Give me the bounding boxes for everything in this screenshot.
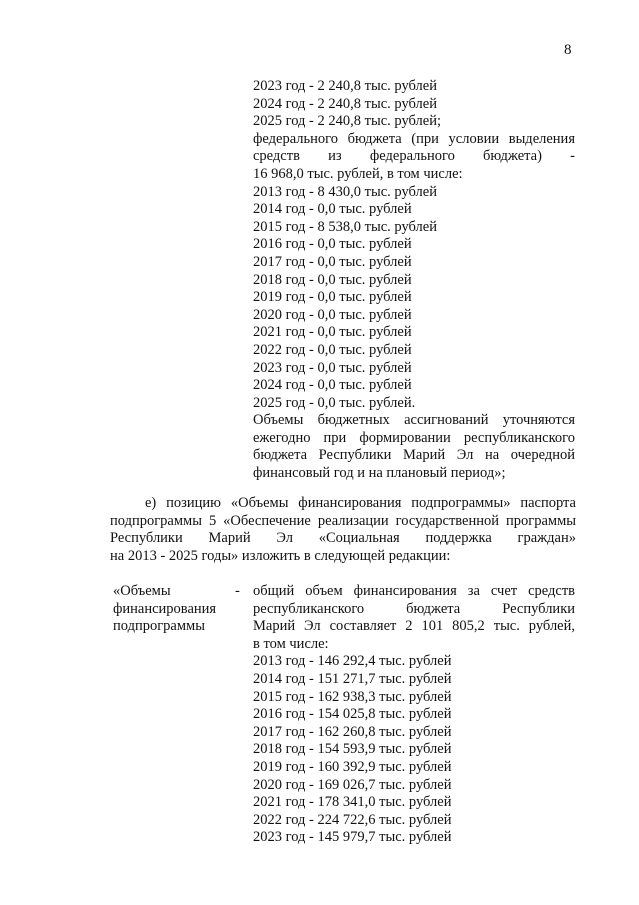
amendment-paragraph bbox=[110, 495, 576, 565]
year-line: 2023 год - 145 979,7 тыс. рублей bbox=[253, 829, 452, 846]
federal-year-line: 2025 год - 0,0 тыс. рублей. bbox=[253, 394, 416, 411]
federal-total-line: 16 968,0 тыс. рублей, в том числе: bbox=[253, 165, 463, 182]
paragraph-line: Республики Марий Эл «Социальная поддержка граждан» bbox=[110, 530, 576, 547]
page-number: 8 bbox=[564, 42, 572, 58]
note-line: Объемы бюджетных ассигнований уточняются bbox=[253, 412, 575, 429]
paragraph-line: е) позицию «Объемы финансирования подпрограммы» паспорта bbox=[145, 495, 576, 511]
year-line: 2013 год - 146 292,4 тыс. рублей bbox=[253, 653, 452, 670]
table-right-line: в том числе: bbox=[253, 635, 329, 652]
year-line: 2018 год - 154 593,9 тыс. рублей bbox=[253, 741, 452, 758]
year-line: 2014 год - 151 271,7 тыс. рублей bbox=[253, 670, 452, 687]
table-left-cell bbox=[113, 583, 238, 636]
top-funding-block bbox=[253, 78, 575, 483]
year-line: 2022 год - 224 722,6 тыс. рублей bbox=[253, 811, 452, 828]
year-line: 2017 год - 162 260,8 тыс. рублей bbox=[253, 723, 452, 740]
federal-text-line: федерального бюджета (при условии выделения bbox=[253, 130, 575, 147]
federal-year-line: 2023 год - 0,0 тыс. рублей bbox=[253, 359, 412, 376]
year-line: 2019 год - 160 392,9 тыс. рублей bbox=[253, 758, 452, 775]
table-right-line: общий объем финансирования за счет средств bbox=[253, 583, 575, 599]
federal-year-line: 2024 год - 0,0 тыс. рублей bbox=[253, 377, 412, 394]
table-right-line: республиканского бюджета Республики bbox=[253, 600, 575, 617]
note-line: ежегодно при формировании республиканского bbox=[253, 429, 575, 446]
federal-year-line: 2020 год - 0,0 тыс. рублей bbox=[253, 306, 412, 323]
note-line: финансовый год и на плановый период»; bbox=[253, 465, 506, 482]
federal-year-line: 2022 год - 0,0 тыс. рублей bbox=[253, 341, 412, 358]
table-right-line: Марий Эл составляет 2 101 805,2 тыс. рублей, bbox=[253, 618, 575, 635]
federal-year-line: 2021 год - 0,0 тыс. рублей bbox=[253, 324, 412, 341]
table-left-line: подпрограммы bbox=[113, 618, 205, 635]
federal-year-line: 2019 год - 0,0 тыс. рублей bbox=[253, 289, 412, 306]
federal-year-line: 2014 год - 0,0 тыс. рублей bbox=[253, 201, 412, 218]
year-line: 2015 год - 162 938,3 тыс. рублей bbox=[253, 688, 452, 705]
federal-year-line: 2016 год - 0,0 тыс. рублей bbox=[253, 236, 412, 253]
year-line: 2016 год - 154 025,8 тыс. рублей bbox=[253, 706, 452, 723]
paragraph-line: на 2013 - 2025 годы» изложить в следующей редакции: bbox=[110, 547, 451, 564]
table-left-line: финансирования bbox=[113, 600, 217, 617]
table-dash: - bbox=[235, 583, 240, 599]
year-line: 2024 год - 2 240,8 тыс. рублей bbox=[253, 95, 437, 112]
table-right-cell bbox=[253, 583, 575, 847]
year-line: 2025 год - 2 240,8 тыс. рублей; bbox=[253, 113, 441, 130]
table-left-line: «Объемы bbox=[113, 583, 171, 599]
paragraph-line: подпрограммы 5 «Обеспечение реализации государственной программы bbox=[110, 512, 576, 529]
federal-year-line: 2018 год - 0,0 тыс. рублей bbox=[253, 271, 412, 288]
note-line: бюджета Республики Марий Эл на очередной bbox=[253, 447, 575, 464]
federal-year-line: 2017 год - 0,0 тыс. рублей bbox=[253, 253, 412, 270]
federal-text-line: средств из федерального бюджета) - bbox=[253, 148, 575, 165]
year-line: 2020 год - 169 026,7 тыс. рублей bbox=[253, 776, 452, 793]
year-line: 2021 год - 178 341,0 тыс. рублей bbox=[253, 794, 452, 811]
federal-year-line: 2013 год - 8 430,0 тыс. рублей bbox=[253, 183, 437, 200]
federal-year-line: 2015 год - 8 538,0 тыс. рублей bbox=[253, 218, 437, 235]
year-line: 2023 год - 2 240,8 тыс. рублей bbox=[253, 78, 437, 94]
